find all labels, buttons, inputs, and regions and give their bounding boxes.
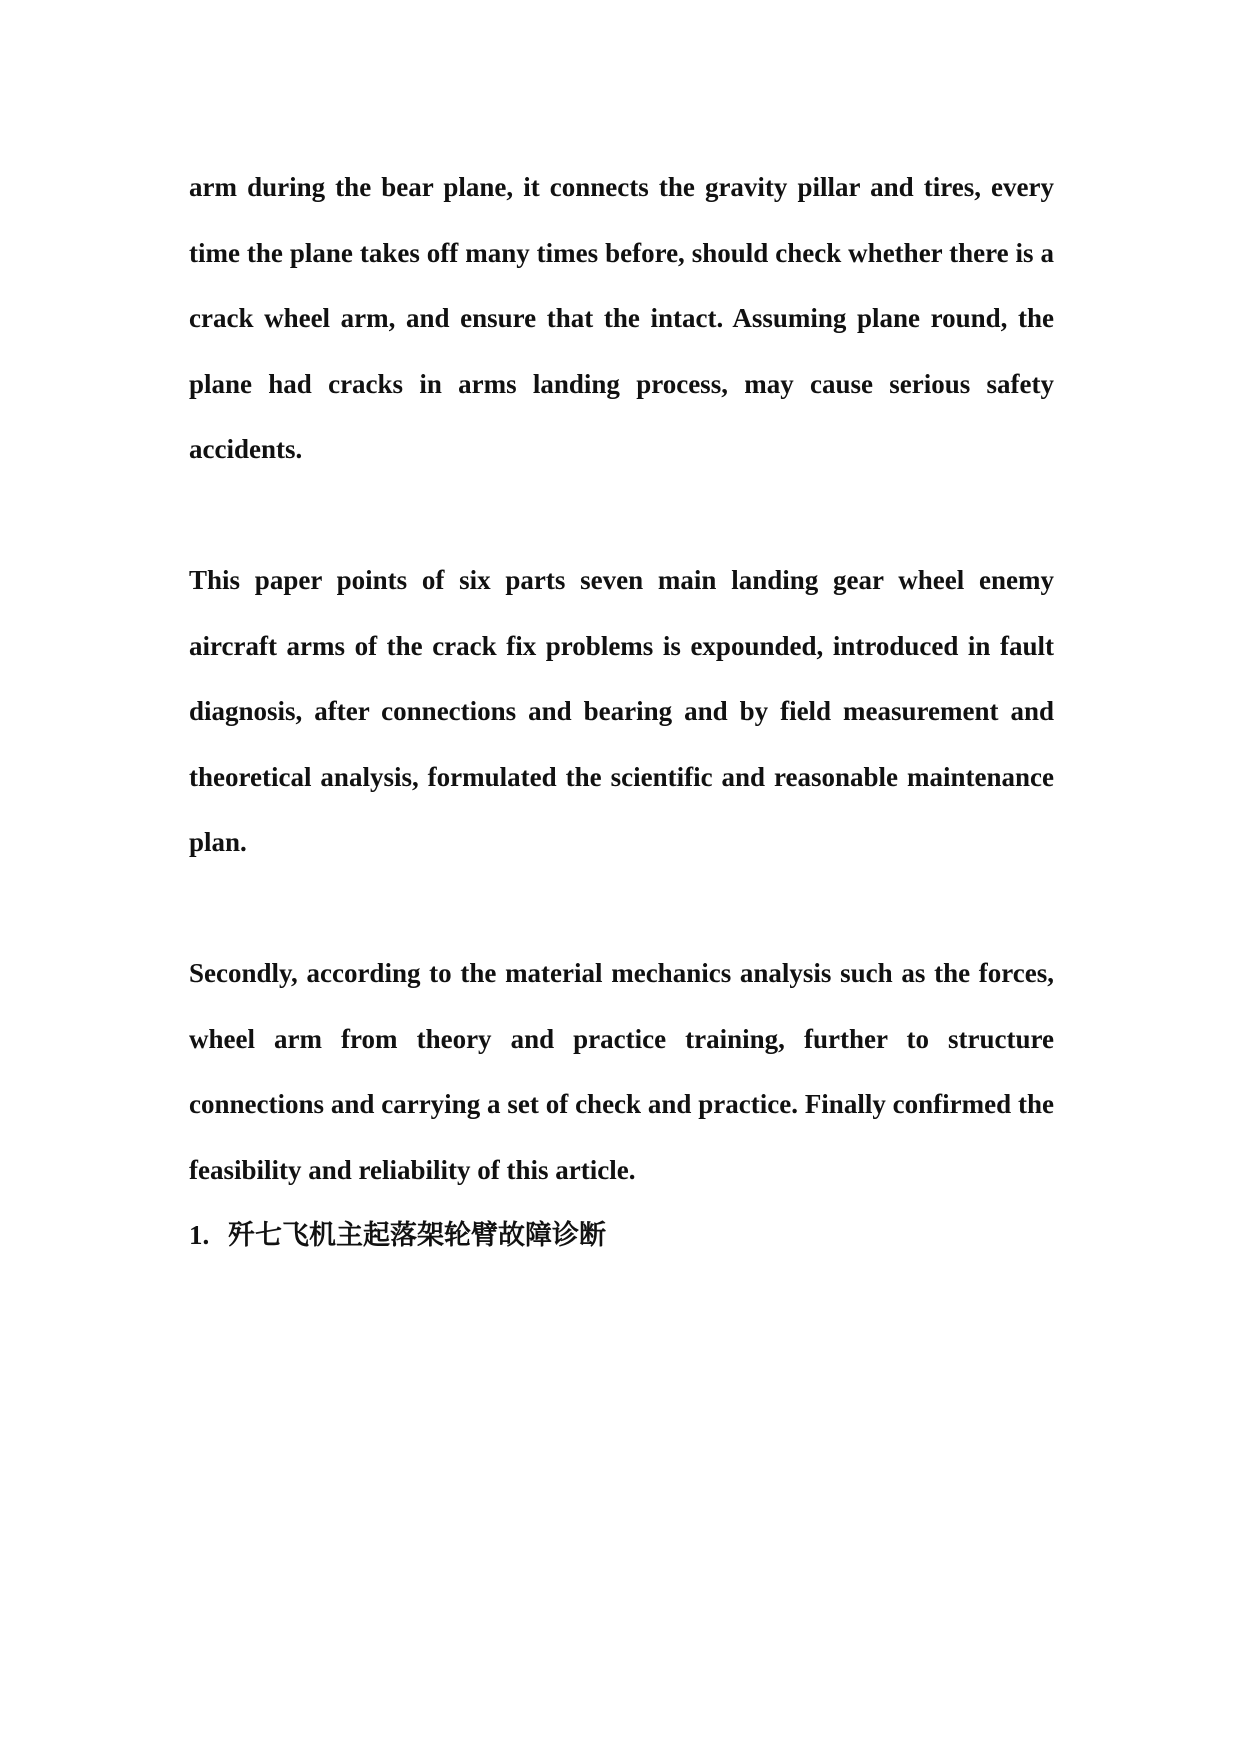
paragraph-3: Secondly, according to the material mechanics analysis such as the forces, wheel arm from theory and practice training, further to structure connections and carrying a set of check and practice. Finally confirmed the feasibility and reliability of this article.: [189, 958, 1054, 1185]
paragraph-2: This paper points of six parts seven main landing gear wheel enemy aircraft arms of the crack fix problems is expounded, introduced in fault diagnosis, after connections and bearing and by field measurement and theoretical analysis, formulated the scientific and reasonable maintenance plan.: [189, 565, 1054, 857]
section-heading: [189, 1203, 1054, 1269]
paragraph-1: arm during the bear plane, it connects the gravity pillar and tires, every time the plane takes off many times before, should check whether there is a crack wheel arm, and ensure that the intact. Assuming plane round, the plane had cracks in arms landing process, may cause serious safety accidents.: [189, 172, 1054, 464]
section-title: 歼七飞机主起落架轮臂故障诊断: [228, 1220, 606, 1251]
section-number: 1.: [189, 1220, 210, 1250]
document-body: [189, 155, 1054, 1269]
